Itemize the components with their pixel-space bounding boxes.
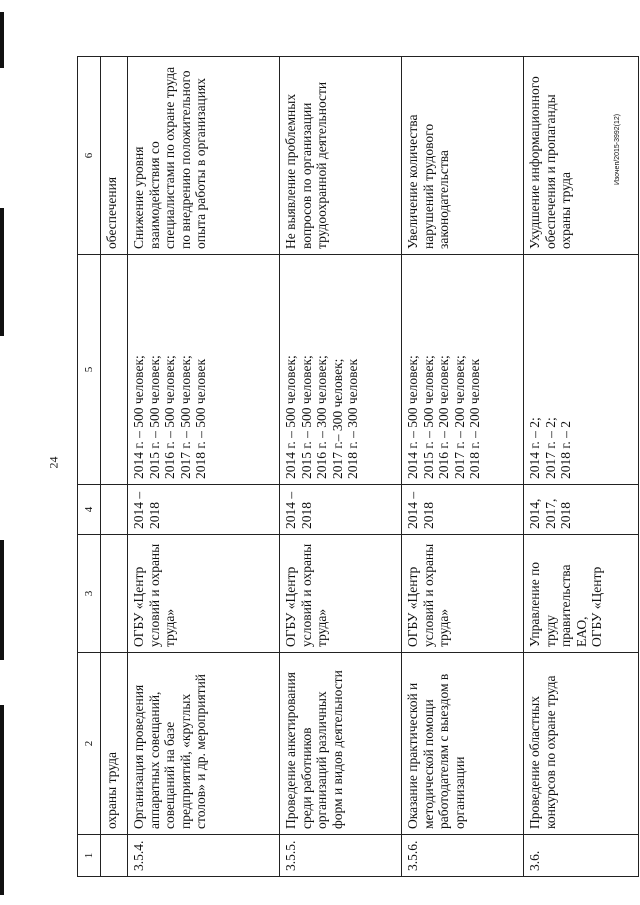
cell-activity: Оказание практической и методической помощи работодателям с выездом в организации — [402, 653, 524, 835]
cell-executor: ОГБУ «Центр условий и охраны труда» — [128, 535, 280, 653]
cell-consequences: Ухудшение информационного обеспечения и пропаганды охраны труда — [524, 57, 639, 255]
header-col-3: 3 — [78, 535, 101, 653]
header-col-5: 5 — [78, 255, 101, 485]
header-row — [78, 57, 101, 877]
cell-activity: охраны труда — [101, 653, 128, 835]
cell-num: 3.6. — [524, 835, 639, 877]
cell-executor — [101, 535, 128, 653]
cell-num — [101, 835, 128, 877]
cell-activity: Проведение анкетирования среди работников организаций различных форм и видов деятельности — [280, 653, 402, 835]
cell-num: 3.5.4. — [128, 835, 280, 877]
cell-consequences: обеспечения — [101, 57, 128, 255]
cell-period: 2014 – 2018 — [402, 485, 524, 535]
header-col-4: 4 — [78, 485, 101, 535]
table-row — [524, 57, 639, 877]
header-col-6: 6 — [78, 57, 101, 255]
table-row — [280, 57, 402, 877]
cell-indicators: 2014 г. – 500 человек; 2015 г. – 500 человек; 2016 г. – 300 человек; 2017 г.– 300 человек; 2018 г. – 300 человек — [280, 255, 402, 485]
cell-period: 2014 – 2018 — [280, 485, 402, 535]
cell-activity: Организация проведения аппаратных совещаний, совещаний на базе предприятий, «круглых столов» и др. мероприятий — [128, 653, 280, 835]
page-number: 24 — [46, 456, 61, 469]
binding-mark — [0, 12, 4, 68]
cell-num: 3.5.5. — [280, 835, 402, 877]
rotated-table-container — [77, 57, 605, 877]
program-table — [77, 56, 639, 877]
cell-executor: ОГБУ «Центр условий и охраны труда» — [402, 535, 524, 653]
table-row — [128, 57, 280, 877]
cell-period: 2014 – 2018 — [128, 485, 280, 535]
cell-period: 2014, 2017, 2018 — [524, 485, 639, 535]
header-col-1: 1 — [78, 835, 101, 877]
header-col-2: 2 — [78, 653, 101, 835]
cell-consequences: Не выявление проблемных вопросов по организации трудоохранной деятельности — [280, 57, 402, 255]
cell-indicators: 2014 г. – 500 человек; 2015 г. – 500 человек; 2016 г. – 500 человек; 2017 г. – 500 человек; 2018 г. – 500 человек — [128, 255, 280, 485]
cell-indicators: 2014 г. – 2; 2017 г. – 2; 2018 г. – 2 — [524, 255, 639, 485]
cell-activity: Проведение областных конкурсов по охране труда — [524, 653, 639, 835]
cell-num: 3.5.6. — [402, 835, 524, 877]
cell-indicators — [101, 255, 128, 485]
cell-indicators: 2014 г. – 500 человек; 2015 г. – 500 человек; 2016 г. – 200 человек; 2017 г. – 200 человек; 2018 г. – 200 человек — [402, 255, 524, 485]
cell-period — [101, 485, 128, 535]
cell-executor: ОГБУ «Центр условий и охраны труда» — [280, 535, 402, 653]
binding-mark — [0, 540, 4, 660]
cell-consequences: Увеличение количества нарушений трудового законодательства — [402, 57, 524, 255]
binding-mark — [0, 705, 4, 895]
continuation-row — [101, 57, 128, 877]
cell-consequences: Снижение уровня взаимодействия со специалистами по охране труда по внедрению положительного опыта работы в организациях — [128, 57, 280, 255]
footer-code: Изочеп/2015-3992(12) — [614, 113, 621, 185]
table-row — [402, 57, 524, 877]
binding-mark — [0, 208, 4, 336]
cell-executor: Управление по труду правительства ЕАО, ОГБУ «Центр — [524, 535, 639, 653]
